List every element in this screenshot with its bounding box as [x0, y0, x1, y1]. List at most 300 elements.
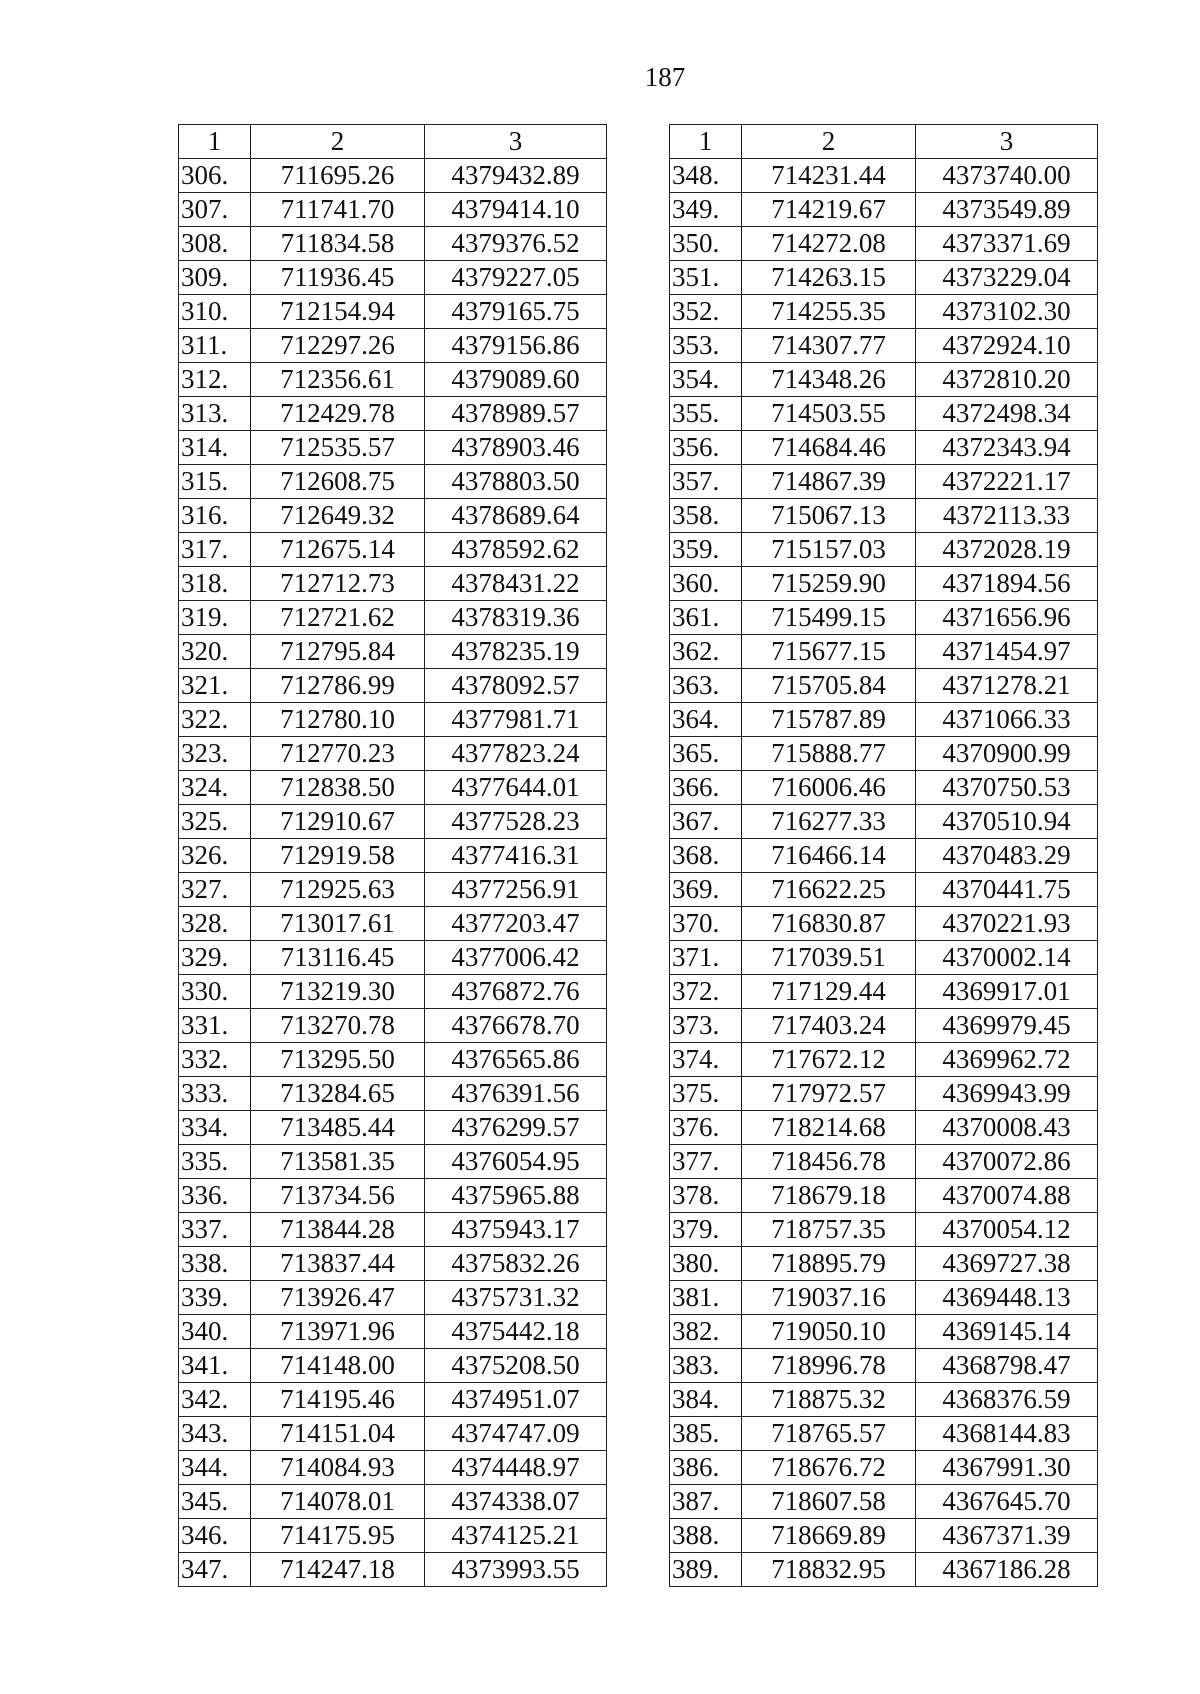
x-coordinate-cell: 712925.63	[251, 873, 425, 907]
point-number-cell: 325.	[179, 805, 251, 839]
y-coordinate-cell: 4370750.53	[916, 771, 1098, 805]
table-row	[670, 1077, 1098, 1111]
x-coordinate-cell: 713017.61	[251, 907, 425, 941]
table-row	[179, 261, 607, 295]
y-coordinate-cell: 4379376.52	[425, 227, 607, 261]
table-row	[670, 1145, 1098, 1179]
table-row	[670, 1417, 1098, 1451]
x-coordinate-cell: 718757.35	[742, 1213, 916, 1247]
table-row	[179, 1519, 607, 1553]
point-number-cell: 363.	[670, 669, 742, 703]
x-coordinate-cell: 715888.77	[742, 737, 916, 771]
y-coordinate-cell: 4372810.20	[916, 363, 1098, 397]
table-row	[179, 1315, 607, 1349]
table-row	[179, 839, 607, 873]
y-coordinate-cell: 4367186.28	[916, 1553, 1098, 1587]
x-coordinate-cell: 712786.99	[251, 669, 425, 703]
column-header-number: 1	[179, 125, 251, 159]
point-number-cell: 314.	[179, 431, 251, 465]
x-coordinate-cell: 712910.67	[251, 805, 425, 839]
x-coordinate-cell: 714247.18	[251, 1553, 425, 1587]
table-row	[179, 1417, 607, 1451]
x-coordinate-cell: 712297.26	[251, 329, 425, 363]
point-number-cell: 318.	[179, 567, 251, 601]
x-coordinate-cell: 713971.96	[251, 1315, 425, 1349]
x-coordinate-cell: 717972.57	[742, 1077, 916, 1111]
point-number-cell: 321.	[179, 669, 251, 703]
x-coordinate-cell: 712675.14	[251, 533, 425, 567]
point-number-cell: 313.	[179, 397, 251, 431]
point-number-cell: 375.	[670, 1077, 742, 1111]
table-row	[179, 1485, 607, 1519]
table-row	[670, 771, 1098, 805]
y-coordinate-cell: 4369917.01	[916, 975, 1098, 1009]
point-number-cell: 352.	[670, 295, 742, 329]
y-coordinate-cell: 4378689.64	[425, 499, 607, 533]
table-row	[179, 1247, 607, 1281]
table-row	[179, 771, 607, 805]
table-row	[670, 159, 1098, 193]
table-row	[179, 703, 607, 737]
y-coordinate-cell: 4378903.46	[425, 431, 607, 465]
y-coordinate-cell: 4376678.70	[425, 1009, 607, 1043]
point-number-cell: 312.	[179, 363, 251, 397]
point-number-cell: 360.	[670, 567, 742, 601]
coordinates-table-right	[669, 124, 1098, 1587]
y-coordinate-cell: 4373549.89	[916, 193, 1098, 227]
y-coordinate-cell: 4372498.34	[916, 397, 1098, 431]
point-number-cell: 336.	[179, 1179, 251, 1213]
table-row	[670, 1349, 1098, 1383]
table-row	[670, 737, 1098, 771]
point-number-cell: 337.	[179, 1213, 251, 1247]
x-coordinate-cell: 715067.13	[742, 499, 916, 533]
point-number-cell: 384.	[670, 1383, 742, 1417]
table-row	[179, 465, 607, 499]
y-coordinate-cell: 4376872.76	[425, 975, 607, 1009]
point-number-cell: 330.	[179, 975, 251, 1009]
table-row	[179, 1451, 607, 1485]
table-row	[179, 567, 607, 601]
y-coordinate-cell: 4377416.31	[425, 839, 607, 873]
x-coordinate-cell: 718875.32	[742, 1383, 916, 1417]
point-number-cell: 374.	[670, 1043, 742, 1077]
y-coordinate-cell: 4374951.07	[425, 1383, 607, 1417]
x-coordinate-cell: 716006.46	[742, 771, 916, 805]
column-header-y: 3	[425, 125, 607, 159]
point-number-cell: 329.	[179, 941, 251, 975]
x-coordinate-cell: 713219.30	[251, 975, 425, 1009]
y-coordinate-cell: 4377644.01	[425, 771, 607, 805]
y-coordinate-cell: 4379165.75	[425, 295, 607, 329]
y-coordinate-cell: 4374448.97	[425, 1451, 607, 1485]
y-coordinate-cell: 4372028.19	[916, 533, 1098, 567]
x-coordinate-cell: 712608.75	[251, 465, 425, 499]
table-row	[670, 941, 1098, 975]
x-coordinate-cell: 712356.61	[251, 363, 425, 397]
point-number-cell: 353.	[670, 329, 742, 363]
table-row	[179, 329, 607, 363]
table-row	[670, 1179, 1098, 1213]
table-row	[179, 1077, 607, 1111]
point-number-cell: 338.	[179, 1247, 251, 1281]
y-coordinate-cell: 4378803.50	[425, 465, 607, 499]
table-row	[179, 159, 607, 193]
x-coordinate-cell: 714231.44	[742, 159, 916, 193]
point-number-cell: 372.	[670, 975, 742, 1009]
point-number-cell: 349.	[670, 193, 742, 227]
y-coordinate-cell: 4379432.89	[425, 159, 607, 193]
point-number-cell: 383.	[670, 1349, 742, 1383]
point-number-cell: 376.	[670, 1111, 742, 1145]
table-row	[179, 533, 607, 567]
table-row	[670, 1383, 1098, 1417]
point-number-cell: 371.	[670, 941, 742, 975]
table-row	[179, 907, 607, 941]
table-row	[179, 1043, 607, 1077]
x-coordinate-cell: 716466.14	[742, 839, 916, 873]
y-coordinate-cell: 4371278.21	[916, 669, 1098, 703]
x-coordinate-cell: 713844.28	[251, 1213, 425, 1247]
table-row	[670, 805, 1098, 839]
table-row	[179, 941, 607, 975]
y-coordinate-cell: 4375965.88	[425, 1179, 607, 1213]
table-row	[179, 363, 607, 397]
x-coordinate-cell: 714263.15	[742, 261, 916, 295]
table-row	[670, 261, 1098, 295]
x-coordinate-cell: 714151.04	[251, 1417, 425, 1451]
y-coordinate-cell: 4371656.96	[916, 601, 1098, 635]
point-number-cell: 341.	[179, 1349, 251, 1383]
x-coordinate-cell: 718765.57	[742, 1417, 916, 1451]
table-row	[670, 227, 1098, 261]
point-number-cell: 344.	[179, 1451, 251, 1485]
point-number-cell: 358.	[670, 499, 742, 533]
y-coordinate-cell: 4371894.56	[916, 567, 1098, 601]
point-number-cell: 309.	[179, 261, 251, 295]
x-coordinate-cell: 718996.78	[742, 1349, 916, 1383]
point-number-cell: 345.	[179, 1485, 251, 1519]
table-header-row	[179, 125, 607, 159]
table-row	[179, 193, 607, 227]
table-row	[670, 1519, 1098, 1553]
point-number-cell: 346.	[179, 1519, 251, 1553]
x-coordinate-cell: 712721.62	[251, 601, 425, 635]
y-coordinate-cell: 4377256.91	[425, 873, 607, 907]
table-row	[670, 1281, 1098, 1315]
x-coordinate-cell: 711834.58	[251, 227, 425, 261]
point-number-cell: 320.	[179, 635, 251, 669]
y-coordinate-cell: 4368798.47	[916, 1349, 1098, 1383]
x-coordinate-cell: 714867.39	[742, 465, 916, 499]
point-number-cell: 332.	[179, 1043, 251, 1077]
y-coordinate-cell: 4372343.94	[916, 431, 1098, 465]
x-coordinate-cell: 711936.45	[251, 261, 425, 295]
point-number-cell: 322.	[179, 703, 251, 737]
x-coordinate-cell: 713581.35	[251, 1145, 425, 1179]
point-number-cell: 373.	[670, 1009, 742, 1043]
point-number-cell: 369.	[670, 873, 742, 907]
x-coordinate-cell: 718607.58	[742, 1485, 916, 1519]
point-number-cell: 350.	[670, 227, 742, 261]
table-row	[670, 533, 1098, 567]
table-row	[179, 397, 607, 431]
table-row	[670, 1485, 1098, 1519]
x-coordinate-cell: 714272.08	[742, 227, 916, 261]
x-coordinate-cell: 716830.87	[742, 907, 916, 941]
point-number-cell: 339.	[179, 1281, 251, 1315]
y-coordinate-cell: 4370221.93	[916, 907, 1098, 941]
x-coordinate-cell: 719037.16	[742, 1281, 916, 1315]
y-coordinate-cell: 4379414.10	[425, 193, 607, 227]
column-header-number: 1	[670, 125, 742, 159]
x-coordinate-cell: 714219.67	[742, 193, 916, 227]
x-coordinate-cell: 715705.84	[742, 669, 916, 703]
x-coordinate-cell: 718832.95	[742, 1553, 916, 1587]
point-number-cell: 335.	[179, 1145, 251, 1179]
y-coordinate-cell: 4378319.36	[425, 601, 607, 635]
y-coordinate-cell: 4373102.30	[916, 295, 1098, 329]
column-header-y: 3	[916, 125, 1098, 159]
y-coordinate-cell: 4369979.45	[916, 1009, 1098, 1043]
table-row	[179, 805, 607, 839]
x-coordinate-cell: 718676.72	[742, 1451, 916, 1485]
y-coordinate-cell: 4378431.22	[425, 567, 607, 601]
y-coordinate-cell: 4373993.55	[425, 1553, 607, 1587]
y-coordinate-cell: 4378989.57	[425, 397, 607, 431]
x-coordinate-cell: 713116.45	[251, 941, 425, 975]
table-row	[670, 873, 1098, 907]
y-coordinate-cell: 4370900.99	[916, 737, 1098, 771]
y-coordinate-cell: 4373740.00	[916, 159, 1098, 193]
x-coordinate-cell: 713485.44	[251, 1111, 425, 1145]
x-coordinate-cell: 714503.55	[742, 397, 916, 431]
x-coordinate-cell: 713295.50	[251, 1043, 425, 1077]
point-number-cell: 378.	[670, 1179, 742, 1213]
point-number-cell: 315.	[179, 465, 251, 499]
table-row	[179, 1349, 607, 1383]
x-coordinate-cell: 719050.10	[742, 1315, 916, 1349]
y-coordinate-cell: 4369962.72	[916, 1043, 1098, 1077]
x-coordinate-cell: 714684.46	[742, 431, 916, 465]
table-row	[670, 499, 1098, 533]
point-number-cell: 347.	[179, 1553, 251, 1587]
point-number-cell: 385.	[670, 1417, 742, 1451]
y-coordinate-cell: 4370002.14	[916, 941, 1098, 975]
point-number-cell: 354.	[670, 363, 742, 397]
column-header-x: 2	[251, 125, 425, 159]
y-coordinate-cell: 4372221.17	[916, 465, 1098, 499]
x-coordinate-cell: 715259.90	[742, 567, 916, 601]
table-row	[670, 1111, 1098, 1145]
x-coordinate-cell: 713926.47	[251, 1281, 425, 1315]
point-number-cell: 324.	[179, 771, 251, 805]
table-row	[179, 227, 607, 261]
x-coordinate-cell: 712429.78	[251, 397, 425, 431]
x-coordinate-cell: 718214.68	[742, 1111, 916, 1145]
x-coordinate-cell: 712712.73	[251, 567, 425, 601]
point-number-cell: 333.	[179, 1077, 251, 1111]
point-number-cell: 342.	[179, 1383, 251, 1417]
x-coordinate-cell: 714255.35	[742, 295, 916, 329]
y-coordinate-cell: 4374338.07	[425, 1485, 607, 1519]
point-number-cell: 340.	[179, 1315, 251, 1349]
y-coordinate-cell: 4374747.09	[425, 1417, 607, 1451]
x-coordinate-cell: 711695.26	[251, 159, 425, 193]
x-coordinate-cell: 712770.23	[251, 737, 425, 771]
point-number-cell: 326.	[179, 839, 251, 873]
x-coordinate-cell: 712795.84	[251, 635, 425, 669]
table-row	[179, 1111, 607, 1145]
table-row	[179, 1145, 607, 1179]
table-row	[179, 737, 607, 771]
table-row	[179, 1179, 607, 1213]
table-row	[670, 1315, 1098, 1349]
x-coordinate-cell: 712535.57	[251, 431, 425, 465]
x-coordinate-cell: 714148.00	[251, 1349, 425, 1383]
table-row	[670, 1043, 1098, 1077]
table-row	[670, 703, 1098, 737]
x-coordinate-cell: 712780.10	[251, 703, 425, 737]
y-coordinate-cell: 4378235.19	[425, 635, 607, 669]
x-coordinate-cell: 714084.93	[251, 1451, 425, 1485]
point-number-cell: 381.	[670, 1281, 742, 1315]
point-number-cell: 331.	[179, 1009, 251, 1043]
point-number-cell: 382.	[670, 1315, 742, 1349]
table-row	[179, 295, 607, 329]
y-coordinate-cell: 4377528.23	[425, 805, 607, 839]
point-number-cell: 355.	[670, 397, 742, 431]
table-row	[179, 431, 607, 465]
x-coordinate-cell: 713837.44	[251, 1247, 425, 1281]
y-coordinate-cell: 4375832.26	[425, 1247, 607, 1281]
x-coordinate-cell: 712154.94	[251, 295, 425, 329]
table-row	[670, 193, 1098, 227]
table-row	[179, 975, 607, 1009]
point-number-cell: 364.	[670, 703, 742, 737]
y-coordinate-cell: 4370072.86	[916, 1145, 1098, 1179]
point-number-cell: 328.	[179, 907, 251, 941]
point-number-cell: 348.	[670, 159, 742, 193]
y-coordinate-cell: 4367991.30	[916, 1451, 1098, 1485]
y-coordinate-cell: 4369943.99	[916, 1077, 1098, 1111]
y-coordinate-cell: 4370074.88	[916, 1179, 1098, 1213]
table-row	[179, 1281, 607, 1315]
table-row	[179, 1213, 607, 1247]
x-coordinate-cell: 715157.03	[742, 533, 916, 567]
table-row	[670, 635, 1098, 669]
y-coordinate-cell: 4369727.38	[916, 1247, 1098, 1281]
table-row	[670, 1213, 1098, 1247]
point-number-cell: 310.	[179, 295, 251, 329]
y-coordinate-cell: 4370054.12	[916, 1213, 1098, 1247]
point-number-cell: 307.	[179, 193, 251, 227]
x-coordinate-cell: 716277.33	[742, 805, 916, 839]
y-coordinate-cell: 4376565.86	[425, 1043, 607, 1077]
table-row	[670, 907, 1098, 941]
table-row	[670, 669, 1098, 703]
coordinates-table-left	[178, 124, 607, 1587]
x-coordinate-cell: 718669.89	[742, 1519, 916, 1553]
point-number-cell: 366.	[670, 771, 742, 805]
x-coordinate-cell: 715677.15	[742, 635, 916, 669]
y-coordinate-cell: 4379089.60	[425, 363, 607, 397]
table-row	[670, 1451, 1098, 1485]
table-row	[179, 1383, 607, 1417]
table-row	[670, 363, 1098, 397]
x-coordinate-cell: 713284.65	[251, 1077, 425, 1111]
table-row	[670, 1247, 1098, 1281]
y-coordinate-cell: 4372113.33	[916, 499, 1098, 533]
column-header-x: 2	[742, 125, 916, 159]
point-number-cell: 386.	[670, 1451, 742, 1485]
y-coordinate-cell: 4370441.75	[916, 873, 1098, 907]
y-coordinate-cell: 4369145.14	[916, 1315, 1098, 1349]
y-coordinate-cell: 4368376.59	[916, 1383, 1098, 1417]
y-coordinate-cell: 4370008.43	[916, 1111, 1098, 1145]
table-row	[179, 873, 607, 907]
x-coordinate-cell: 711741.70	[251, 193, 425, 227]
table-row	[179, 1009, 607, 1043]
y-coordinate-cell: 4376299.57	[425, 1111, 607, 1145]
table-header-row	[670, 125, 1098, 159]
table-row	[670, 601, 1098, 635]
y-coordinate-cell: 4375442.18	[425, 1315, 607, 1349]
y-coordinate-cell: 4377823.24	[425, 737, 607, 771]
y-coordinate-cell: 4377203.47	[425, 907, 607, 941]
y-coordinate-cell: 4371066.33	[916, 703, 1098, 737]
table-row	[670, 329, 1098, 363]
x-coordinate-cell: 717129.44	[742, 975, 916, 1009]
point-number-cell: 308.	[179, 227, 251, 261]
y-coordinate-cell: 4377981.71	[425, 703, 607, 737]
y-coordinate-cell: 4375208.50	[425, 1349, 607, 1383]
point-number-cell: 380.	[670, 1247, 742, 1281]
x-coordinate-cell: 718456.78	[742, 1145, 916, 1179]
table-row	[670, 1553, 1098, 1587]
x-coordinate-cell: 718679.18	[742, 1179, 916, 1213]
point-number-cell: 316.	[179, 499, 251, 533]
table-row	[670, 567, 1098, 601]
y-coordinate-cell: 4379227.05	[425, 261, 607, 295]
x-coordinate-cell: 714307.77	[742, 329, 916, 363]
table-row	[179, 669, 607, 703]
y-coordinate-cell: 4367371.39	[916, 1519, 1098, 1553]
x-coordinate-cell: 713270.78	[251, 1009, 425, 1043]
point-number-cell: 317.	[179, 533, 251, 567]
y-coordinate-cell: 4367645.70	[916, 1485, 1098, 1519]
x-coordinate-cell: 714195.46	[251, 1383, 425, 1417]
point-number-cell: 306.	[179, 159, 251, 193]
table-row	[670, 465, 1098, 499]
point-number-cell: 311.	[179, 329, 251, 363]
table-row	[670, 975, 1098, 1009]
x-coordinate-cell: 715787.89	[742, 703, 916, 737]
table-row	[670, 431, 1098, 465]
page-number: 187	[644, 62, 686, 92]
point-number-cell: 362.	[670, 635, 742, 669]
point-number-cell: 343.	[179, 1417, 251, 1451]
y-coordinate-cell: 4374125.21	[425, 1519, 607, 1553]
x-coordinate-cell: 712649.32	[251, 499, 425, 533]
table-row	[670, 397, 1098, 431]
x-coordinate-cell: 717672.12	[742, 1043, 916, 1077]
point-number-cell: 389.	[670, 1553, 742, 1587]
y-coordinate-cell: 4376054.95	[425, 1145, 607, 1179]
x-coordinate-cell: 718895.79	[742, 1247, 916, 1281]
point-number-cell: 319.	[179, 601, 251, 635]
table-row	[179, 601, 607, 635]
